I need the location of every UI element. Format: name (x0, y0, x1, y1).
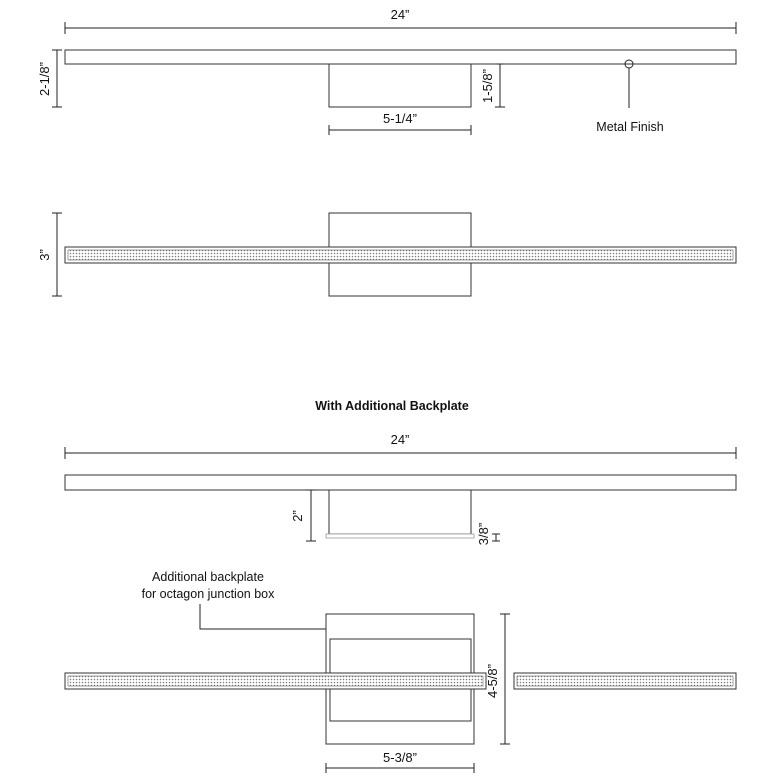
plate-width-dimension (326, 750, 474, 773)
backplate-side-plate (326, 534, 474, 538)
plate-thickness-dimension (476, 523, 500, 545)
backplate-right-bar (514, 673, 736, 689)
top-width-dimension (65, 7, 736, 34)
backplate-side-bar (65, 475, 736, 490)
metal-finish-label: Metal Finish (596, 120, 664, 134)
backplate-width-dimension (65, 432, 736, 459)
top-mount-width-dimension (329, 111, 471, 135)
plate-width-label: 5-3/8” (383, 750, 417, 765)
backplate-section-title: With Additional Backplate (315, 399, 469, 413)
top-bar (65, 50, 736, 64)
top-mount-body (329, 64, 471, 107)
metal-finish-callout (596, 60, 663, 134)
callout-line-1: Additional backplate (152, 570, 264, 584)
top-height-dimension (37, 50, 62, 107)
backplate-depth-label: 2” (290, 510, 305, 522)
top-view (37, 7, 736, 135)
backplate-callout (142, 570, 348, 633)
plate-height-dimension (485, 614, 510, 744)
top-height-label: 2-1/8” (37, 62, 52, 96)
front-height-dimension (37, 213, 62, 296)
callout-line-2: for octagon junction box (141, 587, 275, 601)
backplate-section (65, 399, 736, 773)
front-view (37, 213, 736, 296)
backplate-side-body (329, 490, 471, 534)
plate-thickness-label: 3/8” (476, 522, 491, 546)
front-height-label: 3” (37, 249, 52, 261)
top-width-label: 24” (390, 7, 410, 22)
top-mount-depth-label: 1-5/8” (480, 69, 495, 103)
plate-height-label: 4-5/8” (485, 664, 500, 698)
top-mount-width-label: 5-1/4” (383, 111, 417, 126)
backplate-left-bar (65, 673, 486, 689)
top-mount-depth-dimension (480, 64, 505, 107)
backplate-width-label: 24” (390, 432, 410, 447)
backplate-depth-dimension (290, 490, 316, 541)
front-diffuser (68, 250, 733, 260)
